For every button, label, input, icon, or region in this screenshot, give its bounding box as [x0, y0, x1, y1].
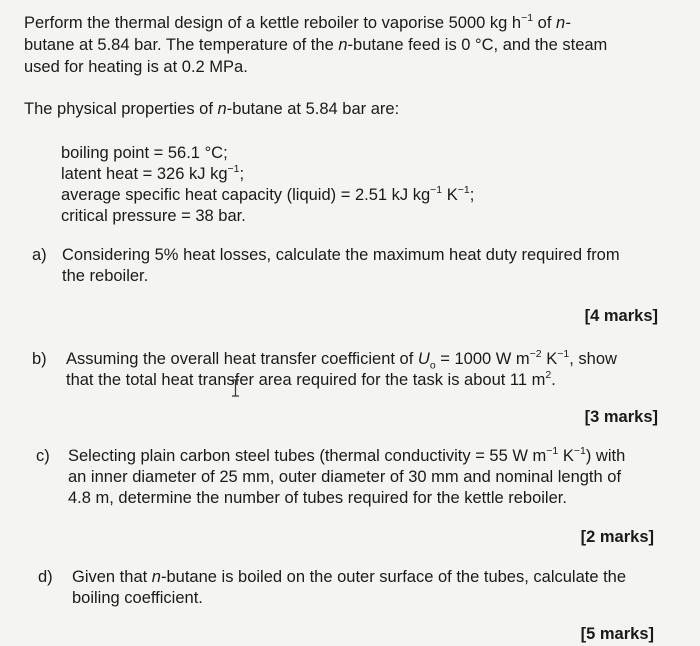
question-b-label: b): [32, 350, 47, 368]
question-a-marks: [4 marks]: [584, 307, 658, 325]
property-critical-pressure: critical pressure = 38 bar.: [61, 207, 246, 225]
question-b-line-2: that the total heat transfer area required for the task is about 11 $m^2$.: [66, 368, 556, 389]
question-c-marks: [2 marks]: [580, 528, 654, 546]
question-d-label: d): [38, 568, 53, 586]
property-specific-heat: average specific heat capacity (liquid) = 2.51 kJ $kg^{-1}$ $K^{-1}$;: [61, 183, 475, 204]
intro-line-1: Perform the thermal design of a kettle reboiler to vaporise 5000 kg $h^{-1}$ of n-: [24, 11, 571, 32]
question-d-line-1: Given that n-butane is boiled on the outer surface of the tubes, calculate the: [72, 568, 627, 586]
question-a-line-1: Considering 5% heat losses, calculate the maximum heat duty required from: [62, 246, 620, 264]
question-d-line-2: boiling coefficient.: [72, 589, 203, 607]
intro-line-3: used for heating is at 0.2 MPa.: [24, 58, 248, 76]
question-c-label: c): [36, 447, 50, 465]
question-b-line-1: Assuming the overall heat transfer coefficient of $U_o = 1000$ W $m^{-2}$ $K^{-1}$, show: [66, 347, 617, 372]
question-b-marks: [3 marks]: [584, 408, 658, 426]
question-a-label: a): [32, 246, 47, 264]
property-boiling-point: boiling point = 56.1 °C;: [61, 144, 228, 162]
properties-heading: The physical properties of n-butane at 5.84 bar are:: [24, 100, 400, 118]
property-latent-heat: latent heat = 326 kJ $kg^{-1}$;: [61, 162, 245, 183]
question-d-marks: [5 marks]: [580, 625, 654, 643]
text-cursor-icon: [231, 379, 240, 397]
question-a-line-2: the reboiler.: [62, 267, 149, 285]
question-c-line-3: 4.8 m, determine the number of tubes required for the kettle reboiler.: [68, 489, 567, 507]
question-c-line-1: Selecting plain carbon steel tubes (thermal conductivity = 55 W $m^{-1}$ $K^{-1}$) with: [68, 444, 626, 465]
intro-line-2: butane at 5.84 bar. The temperature of the n-butane feed is 0 °C, and the steam: [24, 36, 608, 54]
question-c-line-2: an inner diameter of 25 mm, outer diameter of 30 mm and nominal length of: [68, 468, 622, 486]
